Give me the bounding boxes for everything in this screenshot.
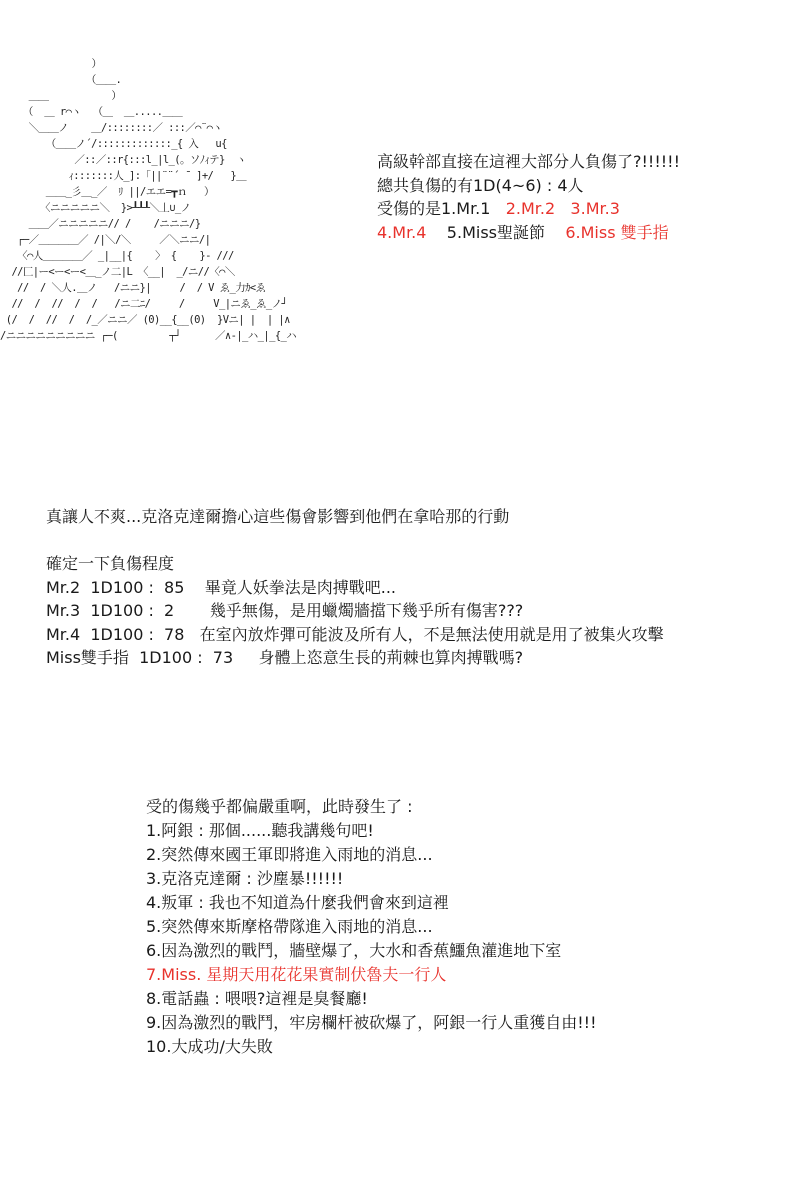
status-line-3 bbox=[377, 197, 680, 221]
event-item: 3.克洛克達爾 : 沙塵暴!!!!!! bbox=[146, 869, 344, 888]
event-item: 6.因為激烈的戰鬥，牆壁爆了，大水和香蕉鱷魚灌進地下室 bbox=[146, 941, 562, 960]
roll-line: Miss雙手指 1D100 : 73 身體上恣意生長的荊棘也算肉搏戰嗎? bbox=[46, 648, 524, 667]
event-item: 10.大成功/大失敗 bbox=[146, 1037, 273, 1056]
event-item: 4.叛軍 : 我也不知道為什麼我們會來到這裡 bbox=[146, 893, 449, 912]
event-intro: 受的傷幾乎都偏嚴重啊，此時發生了 : bbox=[146, 797, 413, 816]
roll-line: Mr.3 1D100 : 2 幾乎無傷，是用蠟燭牆擋下幾乎所有傷害??? bbox=[46, 601, 524, 620]
injured-highlight-3: 6.Miss 雙手指 bbox=[565, 222, 669, 242]
injury-heading: 確定一下負傷程度 bbox=[46, 554, 175, 573]
event-item: 1.阿銀 : 那個......聽我講幾句吧! bbox=[146, 821, 374, 840]
status-line-2: 總共負傷的有1D(4~6) : 4人 bbox=[377, 175, 584, 195]
injured-list-prefix: 受傷的是1.Mr.1 bbox=[377, 199, 506, 218]
ascii-art-illustration: ） （＿＿. ＿＿ ） （ ＿ r⌒ヽ （＿ ＿.....＿＿ ＼＿＿ノ ＿/::::::::／ :::／⌒¨⌒ヽ （＿＿ノ´/:::::::::::::_{ 入 u{ ／::／::r{:::l_|l_(。ソﾉｨテ} ヽ ｨ:::::::人_]:「||¨¨´ ̄ ]+/ }＿ ＿＿_彡＿_／ ﾘ ||/エエ=┳ｎ ） 〈ニニニニニ＼ }>┸┸┸＼丄∪_ノ ＿＿／ニニニニニ// / /ニニニ/} ┌─／＿＿＿＿／ /|＼/＼ ／＼ニニ/| 〈⌒人＿＿＿＿／ _|__|{ 〉 { }- /// //匚|ー<ー<ー<＿_ノ二|L 〈__| _/ニ//〈⌒＼ // / ＼人.＿ノ /ニニ}| / / V ゑ_力ｶ<ゑ // / // / / /ニ二ﾆ/ / V_|ニゑ_ゑ_ノ┘ (/ / // / /_／ニニ／ (0)__{__(0) }Vニ| | | |∧ /ニニニニニニニニニ ┌─( ┬┘ ／∧-|_ハ_|_{_ハ bbox=[0, 58, 297, 342]
event-item: 8.電話蟲 : 喂喂?這裡是臭餐廳! bbox=[146, 989, 368, 1008]
status-line-1: 高級幹部直接在這裡大部分人負傷了?!!!!!! bbox=[377, 152, 680, 171]
roll-line: Mr.2 1D100 : 85 畢竟人妖拳法是肉搏戰吧... bbox=[46, 577, 397, 597]
roll-line: Mr.4 1D100 : 78 在室內放炸彈可能波及所有人，不是無法使用就是用了被集火攻擊 bbox=[46, 624, 664, 644]
status-line-4 bbox=[377, 221, 680, 245]
injury-check-block bbox=[46, 505, 664, 670]
injured-list-middle: 5.Miss聖誕節 bbox=[426, 222, 566, 242]
injured-highlight-2: 4.Mr.4 bbox=[377, 222, 427, 242]
event-item: 9.因為激烈的戰鬥，牢房欄杆被砍爆了，阿銀一行人重獲自由!!! bbox=[146, 1013, 597, 1032]
injured-highlight-1: 2.Mr.2 3.Mr.3 bbox=[505, 199, 620, 218]
event-item: 5.突然傳來斯摩格帶隊進入雨地的消息... bbox=[146, 917, 433, 936]
injury-intro: 真讓人不爽...克洛克達爾擔心這些傷會影響到他們在拿哈那的行動 bbox=[46, 507, 510, 526]
event-item: 2.突然傳來國王軍即將進入雨地的消息... bbox=[146, 845, 433, 864]
injury-status-block bbox=[377, 150, 680, 244]
spacer bbox=[46, 529, 664, 553]
event-item-highlighted: 7.Miss. 星期天用花花果實制伏魯夫一行人 bbox=[146, 965, 447, 984]
event-list-block bbox=[146, 795, 597, 1059]
